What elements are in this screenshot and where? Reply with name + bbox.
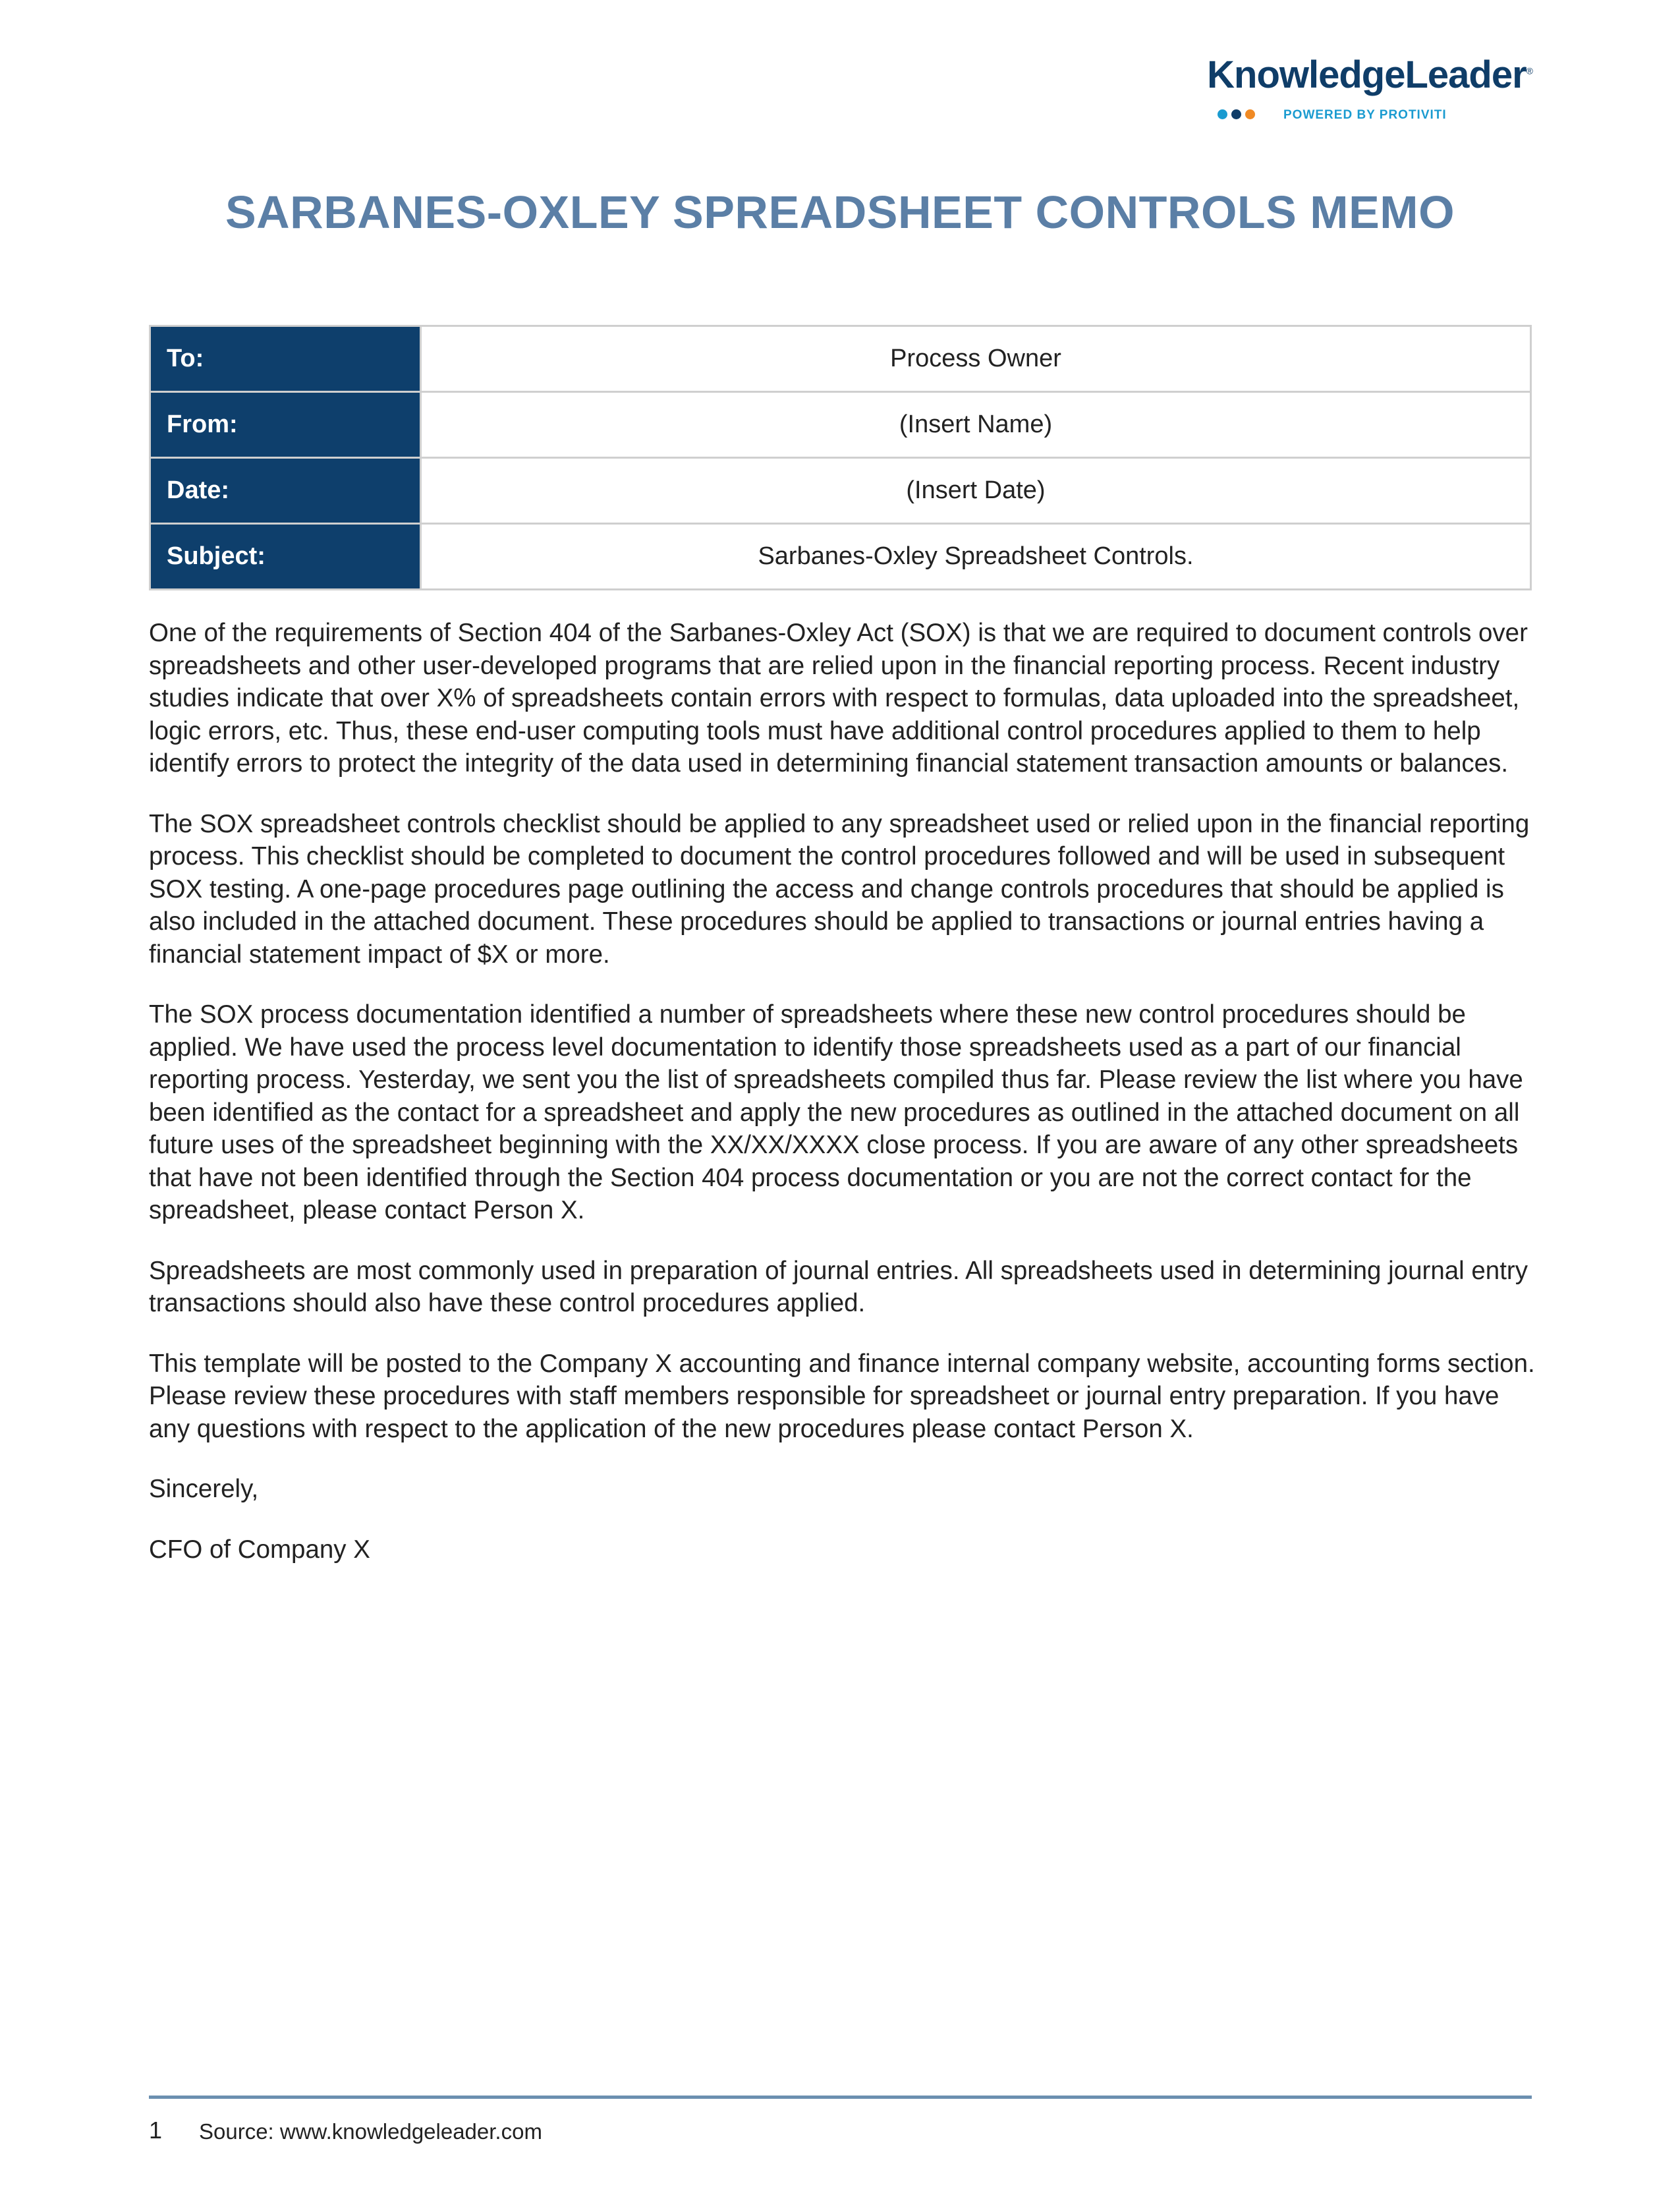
memo-header-table	[149, 325, 1532, 590]
signature-line: CFO of Company X	[149, 1535, 370, 1564]
memo-label-to: To:	[150, 326, 421, 392]
memo-body	[149, 617, 1539, 1593]
memo-label-from: From:	[150, 392, 421, 458]
body-paragraph-template: This template will be posted to the Company X accounting and finance internal company website, accounting forms section. Please review these procedures with staff members responsible for spreadsheet or journal entry preparation. If you have any questions with respect to the application of the new procedures please contact Person X.	[149, 1349, 1535, 1443]
logo-dot-navy	[1231, 109, 1241, 119]
logo-dot-blue	[1218, 109, 1227, 119]
memo-label-subject: Subject:	[150, 524, 421, 590]
logo-tagline: POWERED BY PROTIVITI	[1283, 108, 1447, 122]
memo-row-date	[150, 458, 1531, 524]
body-paragraph-journal-entries: Spreadsheets are most commonly used in preparation of journal entries. All spreadsheets used in determining journal entry transactions should also have these control procedures applied.	[149, 1256, 1528, 1317]
body-paragraph-checklist: The SOX spreadsheet controls checklist should be applied to any spreadsheet used or relied upon in the financial reporting process. This checklist should be completed to document the control procedures followed and will be used in subsequent SOX testing. A one-page procedures page outlining the access and change controls procedures that should be applied is also included in the attached document. These procedures should be applied to transactions or journal entries having a financial statement impact of $X or more.	[149, 809, 1530, 969]
body-paragraph-documentation: The SOX process documentation identified a number of spreadsheets where these new control procedures should be applied. We have used the process level documentation to identify those spreadsheets used as a part of our financial reporting process. Yesterday, we sent you the list of spreadsheets compiled thus far. Please review the list where you have been identified as the contact for a spreadsheet and apply the new procedures as outlined in the attached document on all future uses of the spreadsheet beginning with the XX/XX/XXXX close process. If you are aware of any other spreadsheets that have not been identified through the Section 404 process documentation or you are not the correct contact for the spreadsheet, please contact Person X.	[149, 1000, 1523, 1224]
memo-value-date: (Insert Date)	[421, 458, 1531, 524]
memo-value-from: (Insert Name)	[421, 392, 1531, 458]
memo-row-to	[150, 326, 1531, 392]
logo-wordmark-text: KnowledgeLeader	[1207, 53, 1526, 96]
closing-salutation: Sincerely,	[149, 1475, 259, 1503]
page-number: 1	[149, 2117, 163, 2144]
memo-label-date: Date:	[150, 458, 421, 524]
memo-row-from	[150, 392, 1531, 458]
knowledgeleader-logo	[1190, 53, 1532, 125]
logo-wordmark	[1207, 53, 1532, 97]
footer-divider	[149, 2096, 1532, 2099]
memo-value-subject: Sarbanes-Oxley Spreadsheet Controls.	[421, 524, 1531, 590]
registered-mark: ®	[1526, 65, 1532, 76]
memo-value-to: Process Owner	[421, 326, 1531, 392]
body-paragraph-requirements: One of the requirements of Section 404 of the Sarbanes-Oxley Act (SOX) is that we are required to document controls over spreadsheets and other user-developed programs that are relied upon in the financial reporting process. Recent industry studies indicate that over X% of spreadsheets contain errors with respect to formulas, data uploaded into the spreadsheet, logic errors, etc. Thus, these end-user computing tools must have additional control procedures applied to them to help identify errors to protect the integrity of the data used in determining financial statement transaction amounts or balances.	[149, 619, 1528, 778]
logo-dots	[1218, 109, 1255, 119]
logo-dot-orange	[1245, 109, 1255, 119]
source-line: Source: www.knowledgeleader.com	[199, 2119, 542, 2144]
memo-title: SARBANES-OXLEY SPREADSHEET CONTROLS MEMO	[225, 186, 1455, 238]
memo-row-subject	[150, 524, 1531, 590]
